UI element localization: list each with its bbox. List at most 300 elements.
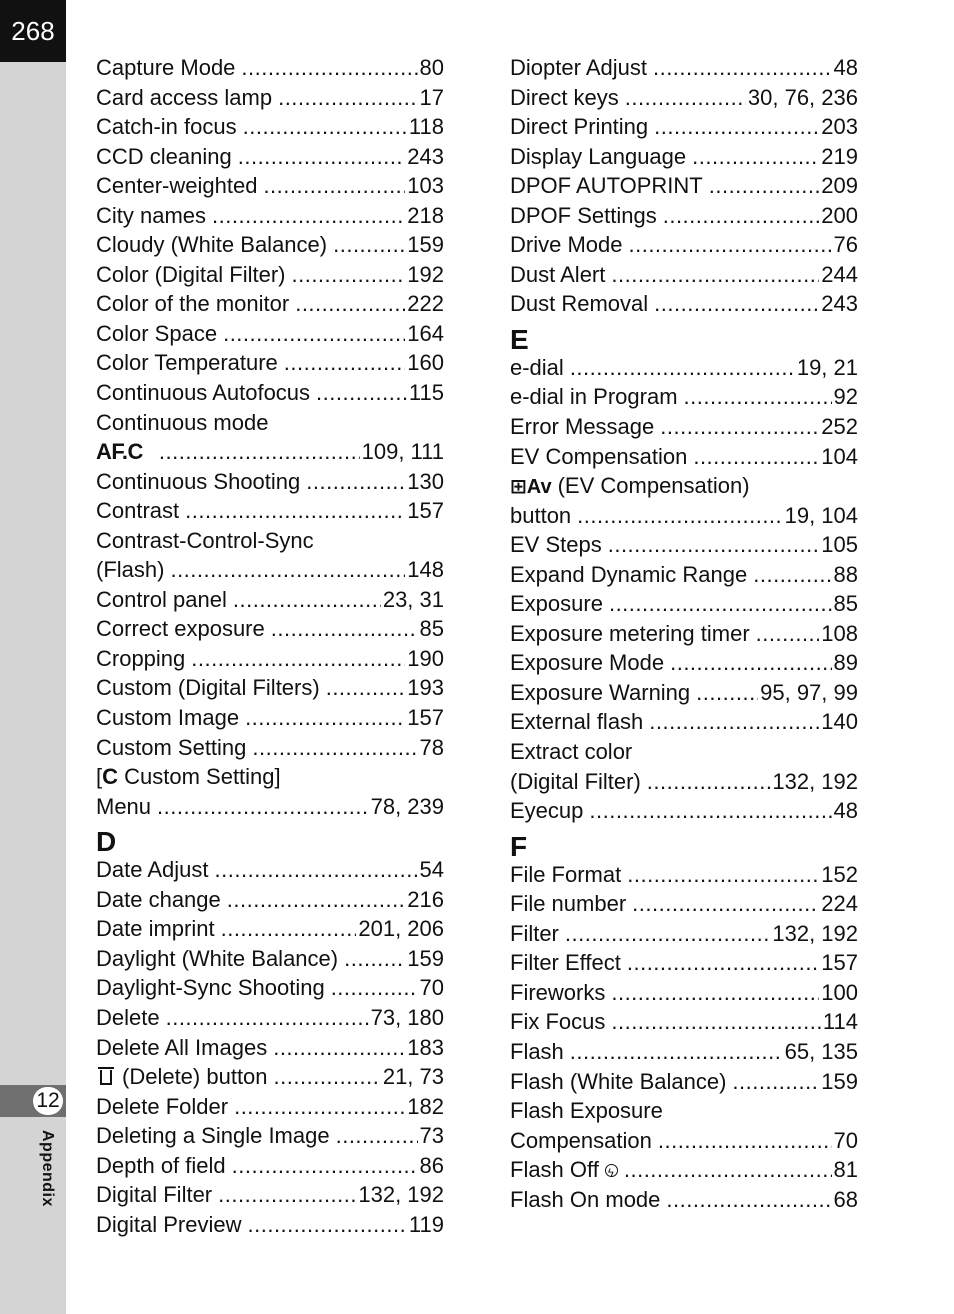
- index-page-refs: 216: [407, 886, 444, 912]
- index-term: e-dial in Program: [510, 384, 678, 410]
- index-entry: [96, 1062, 444, 1092]
- index-page-refs: 243: [821, 291, 858, 317]
- index-entry: [510, 171, 858, 201]
- index-entry: [96, 1092, 444, 1122]
- index-page-refs: 48: [833, 798, 858, 824]
- leader-dots: [670, 648, 831, 678]
- index-page-refs: 86: [419, 1152, 444, 1178]
- index-page-refs: 100: [821, 979, 858, 1005]
- index-entry: [510, 948, 858, 978]
- index-page-refs: 148: [407, 557, 444, 583]
- index-term: Custom Setting: [96, 734, 247, 760]
- leader-dots: [284, 348, 405, 378]
- custom-setting-c-icon: C: [102, 764, 119, 790]
- leader-dots: [666, 1185, 831, 1215]
- leader-dots: [611, 260, 819, 290]
- index-page-refs: 157: [821, 950, 858, 976]
- leader-dots: [577, 501, 782, 531]
- leader-dots: [333, 230, 405, 260]
- index-entry: [96, 408, 444, 438]
- index-entry: [96, 644, 444, 674]
- index-group-f: [510, 860, 858, 1215]
- index-term: Custom (Digital Filters): [96, 675, 320, 701]
- index-page-refs: 152: [821, 861, 858, 887]
- index-term: Capture Mode: [96, 55, 236, 80]
- leader-dots: [157, 792, 369, 822]
- index-term: Expand Dynamic Range: [510, 561, 748, 587]
- leader-dots: [252, 733, 417, 763]
- index-entry: [96, 614, 444, 644]
- index-entry: [510, 353, 858, 383]
- index-term: Exposure Mode: [510, 650, 665, 676]
- leader-dots: [653, 53, 832, 83]
- index-entry: [96, 914, 444, 944]
- index-term: Flash Exposure: [510, 1098, 663, 1124]
- index-entry: [510, 978, 858, 1008]
- index-term: Flash (White Balance): [510, 1068, 727, 1094]
- index-page-refs: 252: [821, 414, 858, 440]
- leader-dots: [565, 919, 770, 949]
- index-page-refs: 30, 76, 236: [747, 84, 858, 110]
- index-group-e: [510, 353, 858, 826]
- leader-dots: [185, 496, 405, 526]
- leader-dots: [243, 112, 407, 142]
- leader-dots: [696, 678, 758, 708]
- index-entry: [96, 855, 444, 885]
- leader-dots: [625, 83, 746, 113]
- index-term: [C Custom Setting]: [96, 762, 281, 792]
- index-entry: [510, 1007, 858, 1037]
- leader-dots: [692, 142, 819, 172]
- index-page-refs: 19, 21: [796, 354, 858, 380]
- index-page-refs: 78: [419, 734, 444, 760]
- index-page-refs: 218: [407, 202, 444, 228]
- index-term: Fix Focus: [510, 1009, 606, 1035]
- index-page-refs: 160: [407, 350, 444, 376]
- index-term: Exposure metering timer: [510, 620, 750, 646]
- index-entry: [510, 289, 858, 319]
- index-term: Eyecup: [510, 798, 584, 824]
- index-page-refs: 200: [821, 202, 858, 228]
- leader-dots: [212, 201, 405, 231]
- index-entry: [510, 648, 858, 678]
- index-page-refs: 92: [833, 384, 858, 410]
- index-term: Depth of field: [96, 1152, 226, 1178]
- index-entry: [510, 382, 858, 412]
- index-term: Date change: [96, 886, 221, 912]
- index-entry: [96, 792, 444, 822]
- chapter-label: Appendix: [39, 1130, 56, 1207]
- index-term: DPOF AUTOPRINT: [510, 173, 703, 199]
- index-page-refs: 159: [407, 232, 444, 258]
- index-term: [96, 437, 159, 467]
- leader-dots: [654, 112, 819, 142]
- leader-dots: [170, 555, 405, 585]
- leader-dots: [753, 560, 831, 590]
- leader-dots: [344, 944, 405, 974]
- index-term: File Format: [510, 861, 622, 887]
- leader-dots: [234, 1092, 405, 1122]
- page-number: 268: [0, 0, 66, 62]
- flash-off-icon: [605, 1164, 618, 1177]
- index-term: Direct Printing: [510, 114, 649, 140]
- index-entry: [510, 796, 858, 826]
- leader-dots: [732, 1067, 819, 1097]
- index-page-refs: 65, 135: [784, 1038, 858, 1064]
- index-page-refs: 183: [407, 1034, 444, 1060]
- index-entry: [96, 348, 444, 378]
- index-entry: [510, 707, 858, 737]
- index-entry: [510, 501, 858, 531]
- index-term: Exposure: [510, 591, 603, 617]
- leader-dots: [232, 1151, 418, 1181]
- index-term: Deleting a Single Image: [96, 1123, 330, 1149]
- index-group-c: [96, 53, 444, 821]
- index-term: Drive Mode: [510, 232, 623, 258]
- index-entry: [96, 1151, 444, 1181]
- index-entry: [510, 767, 858, 797]
- index-term: (Digital Filter): [510, 768, 641, 794]
- index-page-refs: 73, 180: [370, 1004, 444, 1030]
- index-term: Flash Offϟ: [510, 1155, 624, 1185]
- index-term: Custom Image: [96, 705, 240, 731]
- leader-dots: [660, 412, 819, 442]
- index-entry: [510, 230, 858, 260]
- index-term: File number: [510, 891, 627, 917]
- index-page-refs: 19, 104: [784, 502, 858, 528]
- index-page-refs: 81: [833, 1157, 858, 1183]
- index-entry: [96, 1003, 444, 1033]
- index-term: Exposure Warning: [510, 679, 691, 705]
- leader-dots: [632, 889, 819, 919]
- leader-dots: [628, 230, 831, 260]
- index-term: Diopter Adjust: [510, 55, 647, 80]
- index-entry: [96, 496, 444, 526]
- index-page-refs: 104: [821, 443, 858, 469]
- index-page-refs: 132, 192: [358, 1182, 444, 1208]
- index-page-refs: 244: [821, 261, 858, 287]
- leader-dots: [191, 644, 405, 674]
- index-entry: [96, 585, 444, 615]
- index-term: Color (Digital Filter): [96, 261, 286, 287]
- leader-dots: [684, 382, 832, 412]
- index-page-refs: 76: [833, 232, 858, 258]
- index-entry: [510, 619, 858, 649]
- leader-dots: [609, 589, 832, 619]
- leader-dots: [331, 973, 418, 1003]
- leader-dots: [291, 260, 405, 290]
- index-page-refs: 68: [833, 1186, 858, 1212]
- index-term: ⊞Av (EV Compensation): [510, 471, 750, 501]
- leader-dots: [627, 948, 819, 978]
- index-page-refs: 70: [419, 975, 444, 1001]
- leader-dots: [273, 1033, 405, 1063]
- leader-dots: [326, 673, 406, 703]
- index-entry: [96, 703, 444, 733]
- index-entry: [510, 201, 858, 231]
- index-page-refs: 190: [407, 645, 444, 671]
- index-page-refs: 164: [407, 320, 444, 346]
- index-entry: [510, 889, 858, 919]
- index-term: button: [510, 502, 572, 528]
- index-page-refs: 209: [821, 173, 858, 199]
- index-term: DPOF Settings: [510, 202, 657, 228]
- index-page-refs: 70: [833, 1127, 858, 1153]
- index-term: Color of the monitor: [96, 291, 290, 317]
- index-entry: [510, 560, 858, 590]
- index-term: Fireworks: [510, 979, 606, 1005]
- index-page-refs: 119: [408, 1211, 444, 1237]
- leader-dots: [611, 1007, 821, 1037]
- index-term: Continuous Shooting: [96, 468, 301, 494]
- index-term: Date imprint: [96, 916, 215, 942]
- leader-dots: [624, 1155, 832, 1185]
- index-term: Digital Filter: [96, 1182, 213, 1208]
- index-page-refs: 224: [821, 891, 858, 917]
- index-entry: [96, 201, 444, 231]
- leader-dots: [245, 703, 405, 733]
- index-term: Extract color: [510, 739, 633, 765]
- leader-dots: [693, 442, 819, 472]
- index-entry: [510, 1126, 858, 1156]
- index-entry: [510, 112, 858, 142]
- index-page-refs: 140: [821, 709, 858, 735]
- index-entry: [510, 142, 858, 172]
- index-entry: [96, 378, 444, 408]
- index-entry: [96, 944, 444, 974]
- leader-dots: [663, 201, 820, 231]
- index-entry: [96, 260, 444, 290]
- index-term: City names: [96, 202, 207, 228]
- index-term: Control panel: [96, 586, 227, 612]
- index-entry: [96, 973, 444, 1003]
- index-term: Compensation: [510, 1127, 652, 1153]
- index-entry: [510, 1096, 858, 1126]
- index-term: Correct exposure: [96, 616, 265, 642]
- index-entry: [96, 319, 444, 349]
- index-term: Continuous mode: [96, 409, 269, 435]
- leader-dots: [611, 978, 819, 1008]
- index-entry: [510, 678, 858, 708]
- leader-dots: [570, 353, 795, 383]
- index-entry: [96, 1033, 444, 1063]
- index-entry: [96, 171, 444, 201]
- index-entry: [96, 526, 444, 556]
- leader-dots: [336, 1121, 418, 1151]
- leader-dots: [248, 1210, 407, 1240]
- index-page-refs: 85: [419, 616, 444, 642]
- leader-dots: [658, 1126, 832, 1156]
- index-page-refs: 23, 31: [382, 586, 444, 612]
- index-page-refs: 132, 192: [772, 768, 858, 794]
- index-group-d-continued: [510, 53, 858, 319]
- index-entry: [510, 83, 858, 113]
- index-term: Contrast-Control-Sync: [96, 527, 314, 553]
- section-heading-f: F: [510, 830, 528, 862]
- leader-dots: [166, 1003, 369, 1033]
- leader-dots: [295, 289, 405, 319]
- leader-dots: [649, 707, 819, 737]
- index-page-refs: 48: [833, 55, 858, 80]
- leader-dots: [263, 171, 405, 201]
- af-c-icon: AF.C: [96, 439, 143, 465]
- index-column-right: [510, 53, 858, 1214]
- index-entry: [96, 555, 444, 585]
- index-term: Flash On mode: [510, 1186, 661, 1212]
- leader-dots: [215, 855, 418, 885]
- index-entry: [510, 919, 858, 949]
- index-page-refs: 130: [407, 468, 444, 494]
- index-page-refs: 201, 206: [358, 916, 444, 942]
- index-entry: [510, 471, 858, 501]
- index-page-refs: 80: [419, 55, 444, 80]
- leader-dots: [278, 83, 417, 113]
- index-page-refs: 103: [407, 173, 444, 199]
- index-page-refs: 95, 97, 99: [760, 679, 858, 705]
- chapter-number: 12: [33, 1087, 63, 1115]
- index-entry: [510, 1185, 858, 1215]
- index-term: (Delete) button: [96, 1062, 274, 1092]
- index-page-refs: 54: [419, 857, 444, 883]
- index-term: Center-weighted: [96, 173, 258, 199]
- index-term: Dust Removal: [510, 291, 649, 317]
- leader-dots: [227, 885, 406, 915]
- index-term: Color Temperature: [96, 350, 278, 376]
- index-page-refs: 109, 111: [361, 439, 444, 465]
- index-entry: [96, 230, 444, 260]
- index-page-refs: 159: [407, 945, 444, 971]
- index-page-refs: 222: [407, 291, 444, 317]
- index-entry: [510, 53, 858, 83]
- index-entry: [96, 733, 444, 763]
- index-page-refs: 203: [821, 114, 858, 140]
- index-term: Direct keys: [510, 84, 619, 110]
- index-term: Digital Preview: [96, 1211, 242, 1237]
- index-entry: [510, 589, 858, 619]
- index-page-refs: 114: [822, 1009, 858, 1035]
- index-entry: [96, 1121, 444, 1151]
- index-term: Dust Alert: [510, 261, 606, 287]
- index-entry: [96, 437, 444, 467]
- index-entry: [510, 442, 858, 472]
- leader-dots: [589, 796, 831, 826]
- leader-dots: [756, 619, 820, 649]
- index-page-refs: 243: [407, 143, 444, 169]
- index-entry: [96, 112, 444, 142]
- index-term: Delete: [96, 1004, 160, 1030]
- index-page-refs: 115: [408, 380, 444, 406]
- leader-dots: [608, 530, 820, 560]
- index-page-refs: 88: [833, 561, 858, 587]
- index-entry: [510, 412, 858, 442]
- index-page-refs: 192: [407, 261, 444, 287]
- index-entry: [96, 467, 444, 497]
- leader-dots: [238, 142, 406, 172]
- index-term: (Flash): [96, 557, 165, 583]
- index-entry: [96, 289, 444, 319]
- index-term: Color Space: [96, 320, 218, 346]
- index-term: Cropping: [96, 645, 186, 671]
- index-term: Menu: [96, 793, 152, 819]
- index-entry: [96, 1180, 444, 1210]
- index-term: Catch-in focus: [96, 114, 237, 140]
- index-entry: [510, 737, 858, 767]
- index-term: e-dial: [510, 354, 564, 380]
- index-term: Error Message: [510, 414, 655, 440]
- index-term: CCD cleaning: [96, 143, 232, 169]
- index-term: Display Language: [510, 143, 687, 169]
- index-term: External flash: [510, 709, 644, 735]
- leader-dots: [271, 614, 418, 644]
- index-entry: [96, 142, 444, 172]
- index-page-refs: 105: [821, 532, 858, 558]
- index-page-refs: 118: [408, 114, 444, 140]
- leader-dots: [159, 437, 360, 467]
- leader-dots: [218, 1180, 356, 1210]
- index-entry: [510, 1155, 858, 1185]
- index-page-refs: 182: [407, 1093, 444, 1119]
- leader-dots: [316, 378, 407, 408]
- index-page-refs: 219: [821, 143, 858, 169]
- leader-dots: [654, 289, 819, 319]
- index-page-refs: 73: [419, 1123, 444, 1149]
- index-term: Continuous Autofocus: [96, 380, 311, 406]
- leader-dots: [241, 53, 417, 83]
- index-term: Delete All Images: [96, 1034, 268, 1060]
- index-term: Delete Folder: [96, 1093, 229, 1119]
- index-term: Cloudy (White Balance): [96, 232, 328, 258]
- index-term: Date Adjust: [96, 857, 209, 883]
- index-entry: [510, 860, 858, 890]
- leader-dots: [221, 914, 357, 944]
- trash-icon: [100, 1070, 112, 1085]
- index-page-refs: 157: [407, 498, 444, 524]
- index-term: Filter Effect: [510, 950, 621, 976]
- index-term: Daylight (White Balance): [96, 945, 339, 971]
- index-page-refs: 159: [821, 1068, 858, 1094]
- index-page-refs: 89: [833, 650, 858, 676]
- index-column-left: [96, 53, 444, 1239]
- leader-dots: [647, 767, 771, 797]
- leader-dots: [223, 319, 405, 349]
- index-term: Filter: [510, 920, 559, 946]
- leader-dots: [627, 860, 819, 890]
- index-entry: [96, 762, 444, 792]
- index-page-refs: 78, 239: [370, 793, 444, 819]
- index-page-refs: 157: [407, 705, 444, 731]
- leader-dots: [274, 1062, 381, 1092]
- index-entry: [96, 83, 444, 113]
- index-page-refs: 132, 192: [772, 920, 858, 946]
- ev-compensation-av-icon: ⊞Av: [510, 476, 552, 499]
- section-heading-d: D: [96, 826, 117, 858]
- index-entry: [510, 1037, 858, 1067]
- leader-dots: [306, 467, 405, 497]
- index-term: Flash: [510, 1038, 564, 1064]
- index-term: Contrast: [96, 498, 180, 524]
- index-entry: [510, 260, 858, 290]
- index-page-refs: 17: [419, 84, 444, 110]
- index-entry: [96, 53, 444, 83]
- section-heading-e: E: [510, 323, 529, 355]
- index-entry: [510, 1067, 858, 1097]
- index-term: Daylight-Sync Shooting: [96, 975, 325, 1001]
- index-group-d: [96, 855, 444, 1239]
- index-term: EV Steps: [510, 532, 602, 558]
- index-term: Card access lamp: [96, 84, 273, 110]
- index-entry: [96, 885, 444, 915]
- index-page-refs: 85: [833, 591, 858, 617]
